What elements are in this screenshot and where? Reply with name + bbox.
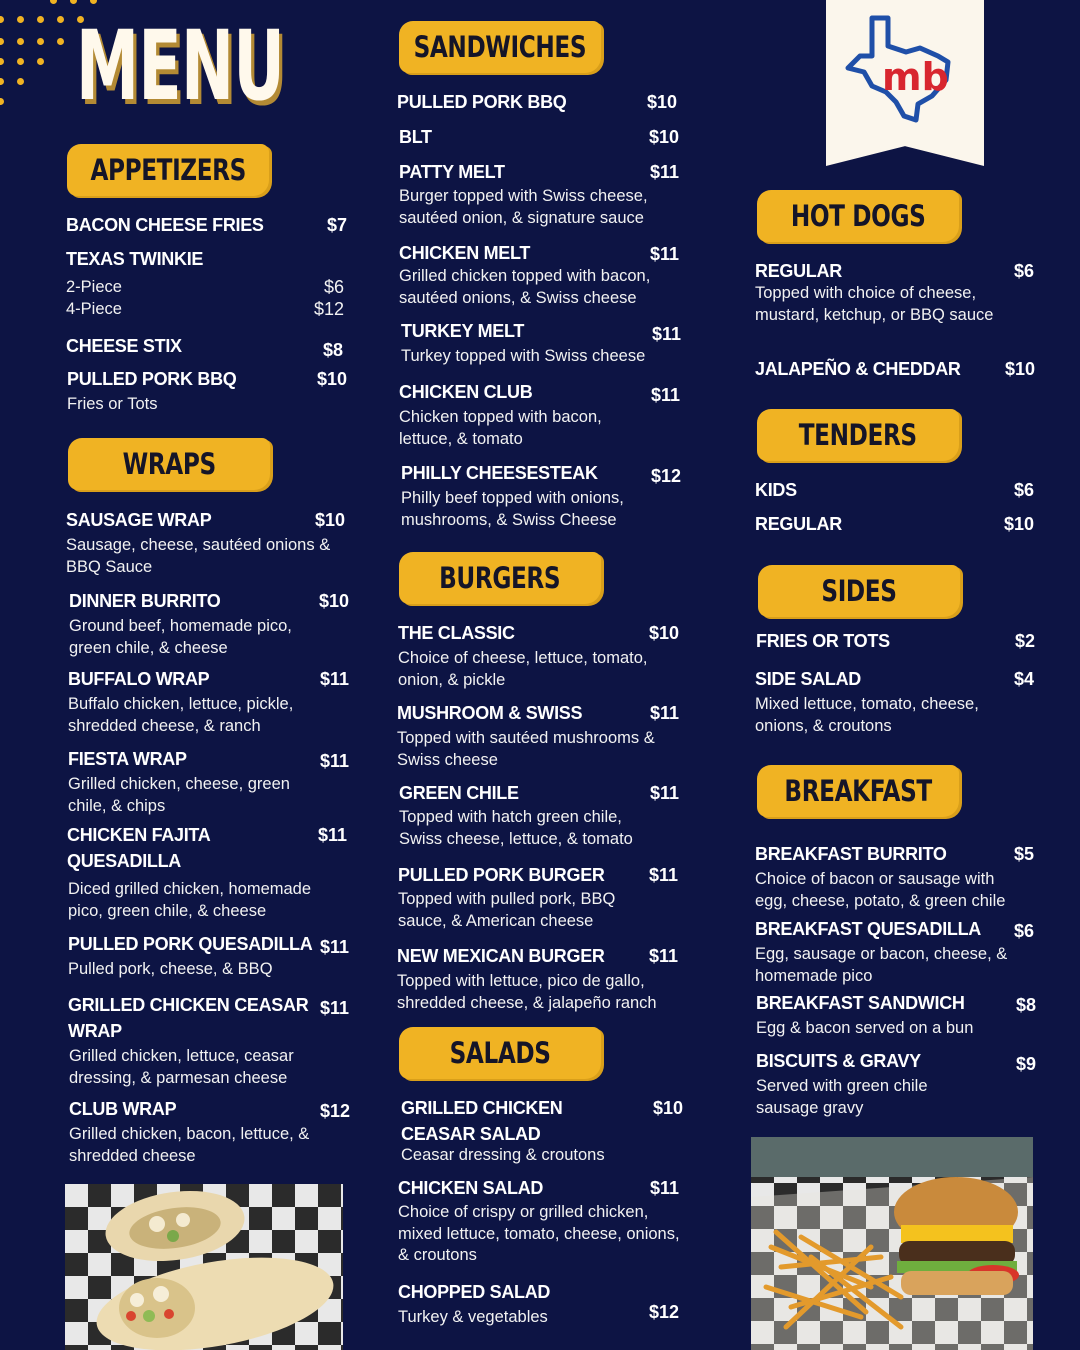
item-desc: Grilled chicken topped with bacon, sautéed onions, & Swiss cheese — [399, 267, 651, 307]
item-name: FIESTA WRAP — [68, 749, 187, 769]
sandwiches-banner — [399, 21, 601, 73]
item-name: BUFFALO WRAP — [68, 669, 210, 689]
item-price: $7 — [326, 215, 347, 235]
item-price: $2 — [1014, 631, 1035, 651]
item-desc: Philly beef topped with onions, mushrooms, & Swiss Cheese — [401, 489, 624, 529]
item-desc: Choice of crispy or grilled chicken, mixed lettuce, tomato, cheese, onions, & croutons — [398, 1203, 680, 1264]
item-name: MUSHROOM & SWISS — [397, 703, 583, 723]
item-name: NEW MEXICAN BURGER — [397, 946, 605, 966]
breakfast-heading: BREAKFAST — [784, 774, 932, 808]
item-desc: Served with green chile sausage gravy — [756, 1077, 928, 1117]
item-price: $10 — [318, 591, 349, 611]
item-desc: Turkey & vegetables — [398, 1308, 548, 1326]
item-price: $10 — [648, 623, 679, 643]
item-price: $11 — [649, 783, 679, 803]
item-name: BREAKFAST SANDWICH — [756, 993, 965, 1013]
item-price: $11 — [650, 385, 680, 405]
logo-ribbon — [826, 0, 984, 166]
item-name: PATTY MELT — [399, 162, 505, 182]
item-name: BACON CHEESE FRIES — [66, 215, 264, 235]
item-option-price: $6 — [323, 277, 344, 297]
item-desc: Topped with sautéed mushrooms & Swiss cheese — [397, 729, 655, 769]
item-name-line2: CEASAR SALAD — [401, 1124, 541, 1144]
item-name: PULLED PORK BBQ — [67, 369, 237, 389]
item-price: $11 — [317, 825, 347, 845]
salads-banner — [399, 1027, 601, 1079]
item-price: $11 — [648, 946, 678, 966]
logo-letters: mb — [882, 55, 949, 99]
item-price: $11 — [649, 244, 679, 264]
item-price: $11 — [651, 324, 681, 344]
breakfast-banner — [757, 765, 959, 817]
item-desc: Egg, sausage or bacon, cheese, & homemade pico — [755, 945, 1008, 985]
item-name: TURKEY MELT — [401, 321, 525, 341]
menu-title: MENU — [76, 10, 285, 122]
tenders-banner — [757, 409, 959, 461]
item-desc: Choice of bacon or sausage with egg, cheese, potato, & green chile — [755, 870, 1006, 910]
item-price: $11 — [319, 669, 349, 689]
item-price: $6 — [1013, 921, 1034, 941]
wraps-banner — [68, 438, 270, 490]
item-name-line2: QUESADILLA — [67, 851, 182, 871]
item-price: $10 — [314, 510, 345, 530]
burgers-heading: BURGERS — [439, 561, 561, 595]
item-name: CLUB WRAP — [69, 1099, 177, 1119]
item-name: BREAKFAST BURRITO — [755, 844, 947, 864]
burger-fries-photo — [751, 1137, 1033, 1350]
item-name: TEXAS TWINKIE — [66, 249, 204, 269]
item-desc: Egg & bacon served on a bun — [756, 1019, 974, 1037]
item-desc: Grilled chicken, bacon, lettuce, & shredded cheese — [69, 1125, 310, 1165]
item-desc: Buffalo chicken, lettuce, pickle, shredded cheese, & ranch — [68, 695, 294, 735]
item-name: FRIES OR TOTS — [756, 631, 890, 651]
burgers-banner — [399, 552, 601, 604]
item-desc: Mixed lettuce, tomato, cheese, onions, & croutons — [755, 695, 979, 735]
item-desc: Topped with pulled pork, BBQ sauce, & American cheese — [398, 890, 616, 930]
appetizers-heading: APPETIZERS — [90, 153, 246, 187]
salads-heading: SALADS — [449, 1036, 551, 1070]
item-name: SIDE SALAD — [755, 669, 862, 689]
item-option-label: 4-Piece — [66, 300, 122, 318]
item-name: GREEN CHILE — [399, 783, 519, 803]
item-name: CHICKEN CLUB — [399, 382, 533, 402]
item-name: REGULAR — [755, 261, 842, 281]
item-price: $8 — [322, 340, 343, 360]
item-price: $10 — [646, 92, 677, 112]
item-name: THE CLASSIC — [398, 623, 515, 643]
item-price: $11 — [648, 865, 678, 885]
item-name: SAUSAGE WRAP — [66, 510, 212, 530]
item-name: CHICKEN MELT — [399, 243, 531, 263]
item-price: $8 — [1015, 995, 1036, 1015]
texas-logo-icon — [842, 12, 968, 124]
item-name: PULLED PORK BBQ — [397, 92, 567, 112]
item-desc: Topped with choice of cheese, mustard, ketchup, or BBQ sauce — [755, 284, 994, 324]
item-price: $11 — [649, 162, 679, 182]
wraps-heading: WRAPS — [122, 447, 216, 481]
item-price: $5 — [1013, 844, 1034, 864]
item-desc: Sausage, cheese, sautéed onions & BBQ Sauce — [66, 536, 331, 576]
item-option-price: $12 — [313, 299, 344, 319]
item-price: $11 — [649, 703, 679, 723]
item-desc: Burger topped with Swiss cheese, sautéed onion, & signature sauce — [399, 187, 648, 227]
hotdogs-banner — [757, 190, 959, 242]
item-price: $12 — [648, 1302, 679, 1322]
item-name: KIDS — [755, 480, 797, 500]
item-name: CHICKEN FAJITA — [67, 825, 211, 845]
sandwiches-heading: SANDWICHES — [413, 30, 587, 64]
item-desc: Choice of cheese, lettuce, tomato, onion, & pickle — [398, 649, 648, 689]
item-desc: Chicken topped with bacon, lettuce, & tomato — [399, 408, 602, 448]
item-name: DINNER BURRITO — [69, 591, 221, 611]
item-name: PHILLY CHEESESTEAK — [401, 463, 598, 483]
item-name: CHICKEN SALAD — [398, 1178, 544, 1198]
item-option-label: 2-Piece — [66, 278, 122, 296]
item-name: JALAPEÑO & CHEDDAR — [755, 359, 961, 379]
item-price: $10 — [652, 1098, 683, 1118]
item-desc: Pulled pork, cheese, & BBQ — [68, 960, 273, 978]
item-name: CHEESE STIX — [66, 336, 182, 356]
item-price: $11 — [319, 998, 349, 1018]
item-desc: Ground beef, homemade pico, green chile, & cheese — [69, 617, 292, 657]
hotdogs-heading: HOT DOGS — [790, 199, 926, 233]
item-name: REGULAR — [755, 514, 842, 534]
item-desc: Topped with lettuce, pico de gallo, shredded cheese, & jalapeño ranch — [397, 972, 657, 1012]
item-price: $10 — [1003, 514, 1034, 534]
item-price: $11 — [319, 937, 349, 957]
item-desc: Ceasar dressing & croutons — [401, 1146, 605, 1164]
item-price: $11 — [319, 751, 349, 771]
item-price: $12 — [319, 1101, 350, 1121]
sides-heading: SIDES — [821, 574, 897, 608]
item-price: $11 — [649, 1178, 679, 1198]
item-price: $4 — [1013, 669, 1034, 689]
item-price: $6 — [1013, 480, 1034, 500]
item-name: PULLED PORK BURGER — [398, 865, 605, 885]
item-desc: Grilled chicken, cheese, green chile, & chips — [68, 775, 290, 815]
item-price: $12 — [650, 466, 681, 486]
tenders-heading: TENDERS — [799, 418, 917, 452]
item-desc: Grilled chicken, lettuce, ceasar dressing, & parmesan cheese — [69, 1047, 294, 1087]
wrap-photo — [65, 1184, 343, 1350]
item-price: $10 — [1004, 359, 1035, 379]
item-price: $10 — [316, 369, 347, 389]
item-name-line2: WRAP — [68, 1021, 122, 1041]
item-name: GRILLED CHICKEN — [401, 1098, 563, 1118]
item-desc: Topped with hatch green chile, Swiss cheese, lettuce, & tomato — [399, 808, 633, 848]
item-name: PULLED PORK QUESADILLA — [68, 934, 313, 954]
item-name: BISCUITS & GRAVY — [756, 1051, 921, 1071]
item-name: BREAKFAST QUESADILLA — [755, 919, 982, 939]
item-desc: Diced grilled chicken, homemade pico, green chile, & cheese — [68, 880, 312, 920]
item-name: BLT — [399, 127, 432, 147]
item-price: $6 — [1013, 261, 1034, 281]
item-desc: Fries or Tots — [67, 395, 158, 413]
item-name: GRILLED CHICKEN CEASAR — [68, 995, 309, 1015]
appetizers-banner — [67, 144, 269, 196]
sides-banner — [758, 565, 960, 617]
item-price: $9 — [1015, 1054, 1036, 1074]
item-price: $10 — [648, 127, 679, 147]
item-desc: Turkey topped with Swiss cheese — [401, 347, 646, 365]
item-name: CHOPPED SALAD — [398, 1282, 551, 1302]
